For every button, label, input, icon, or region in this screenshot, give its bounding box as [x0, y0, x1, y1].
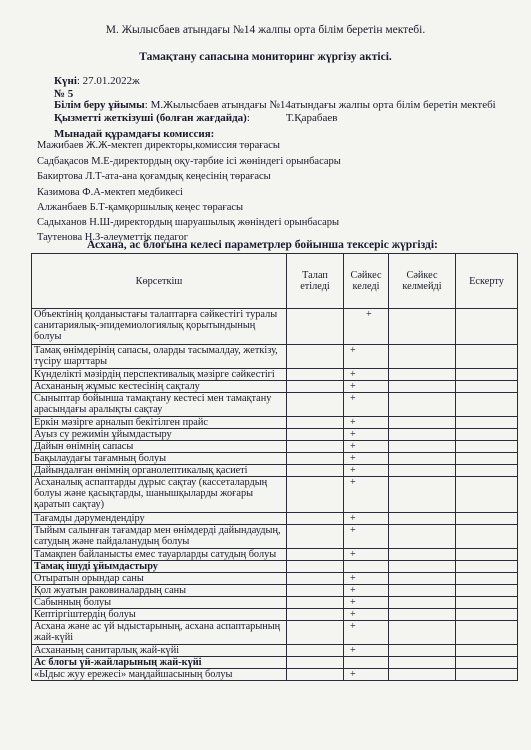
compliant-cell: + — [344, 465, 389, 477]
header-note: Ескерту — [456, 254, 518, 309]
note-cell — [456, 621, 518, 645]
note-cell — [456, 477, 518, 513]
table-row — [32, 597, 518, 609]
required-cell — [287, 645, 344, 657]
note-cell — [456, 441, 518, 453]
table-row — [32, 453, 518, 465]
compliant-cell: + — [344, 609, 389, 621]
supplier-line — [54, 112, 337, 125]
commission-member: Мажибаев Ж.Ж-мектеп директоры,комиссия төрағасы — [37, 140, 280, 151]
non-compliant-cell — [389, 345, 456, 369]
school-name: М. Жылысбаев атындағы №14 жалпы орта білім беретін мектебі. — [105, 24, 426, 36]
table-section-row — [32, 657, 518, 669]
required-cell — [287, 369, 344, 381]
indicator-cell: Сабынның болуы — [32, 597, 287, 609]
required-cell — [287, 429, 344, 441]
required-cell — [287, 621, 344, 645]
commission-member: Алжанбаев Б.Т-қамқоршылық кеңес төрағасы — [37, 202, 244, 213]
compliant-cell: + — [344, 453, 389, 465]
inspection-table — [31, 253, 518, 681]
indicator-cell: Асхананың жұмыс кестесінің сақталу — [32, 381, 287, 393]
indicator-cell: Тағамды дәрумендендіру — [32, 513, 287, 525]
non-compliant-cell — [389, 657, 456, 669]
compliant-cell: + — [344, 585, 389, 597]
compliant-cell: + — [344, 369, 389, 381]
table-section-row — [32, 561, 518, 573]
note-cell — [456, 549, 518, 561]
required-cell — [287, 573, 344, 585]
table-row — [32, 645, 518, 657]
non-compliant-cell — [389, 645, 456, 657]
non-compliant-cell — [389, 561, 456, 573]
note-cell — [456, 513, 518, 525]
note-cell — [456, 429, 518, 441]
note-cell — [456, 381, 518, 393]
note-cell — [456, 465, 518, 477]
indicator-cell: Қол жуатын раковиналардың саны — [32, 585, 287, 597]
date-line — [54, 75, 140, 88]
compliant-cell: + — [344, 417, 389, 429]
non-compliant-cell — [389, 621, 456, 645]
table-row — [32, 441, 518, 453]
non-compliant-cell — [389, 609, 456, 621]
indicator-cell: Дайындалған өнімнің органолептикалық қасиеті — [32, 465, 287, 477]
non-compliant-cell — [389, 465, 456, 477]
indicator-cell: Күнделікті мәзірдің перспективалық мәзірге сәйкестігі — [32, 369, 287, 381]
compliant-cell — [344, 561, 389, 573]
header-non-compliant: Сәйкес келмейді — [389, 254, 456, 309]
required-cell — [287, 561, 344, 573]
compliant-cell: + — [344, 429, 389, 441]
compliant-cell: + — [344, 573, 389, 585]
indicator-cell: Асханалық аспаптарды дұрыс сақтау (кассеталардың болуы және қасықтарды, шанышқыларды жоғары қаратып сақтау) — [32, 477, 287, 513]
required-cell — [287, 549, 344, 561]
date-label: Күні — [54, 75, 77, 87]
commission-label: Мынадай құрамдағы комиссия: — [54, 128, 215, 140]
compliant-cell: + — [344, 381, 389, 393]
inspection-subtitle: Асхана, ас блогына келесі параметрлер бойынша тексеріс жүргізді: — [87, 239, 438, 251]
table-row — [32, 573, 518, 585]
indicator-cell: Асхананың санитарлық жай-күйі — [32, 645, 287, 657]
non-compliant-cell — [389, 429, 456, 441]
indicator-cell: Дайын өнімнің сапасы — [32, 441, 287, 453]
non-compliant-cell — [389, 309, 456, 345]
note-cell — [456, 657, 518, 669]
compliant-cell: + — [344, 345, 389, 369]
non-compliant-cell — [389, 369, 456, 381]
required-cell — [287, 669, 344, 681]
document-title: Тамақтану сапасына мониторинг жүргізу актісі. — [139, 51, 392, 63]
indicator-cell: Объектінің қолданыстағы талаптарға сәйкестігі туралы санитариялық-эпидемиологиялық қорытындының болуы — [32, 309, 287, 345]
note-cell — [456, 573, 518, 585]
note-cell — [456, 453, 518, 465]
note-cell — [456, 393, 518, 417]
note-cell — [456, 669, 518, 681]
required-cell — [287, 345, 344, 369]
compliant-cell: + — [344, 441, 389, 453]
commission-member: Казимова Ф.А-мектеп медбикесі — [37, 187, 183, 198]
organization-line — [54, 99, 496, 112]
indicator-cell: Асхана және ас үй ыдыстарының, асхана аспаптарының жай-күйі — [32, 621, 287, 645]
note-cell — [456, 525, 518, 549]
required-cell — [287, 585, 344, 597]
table-body — [32, 309, 518, 681]
indicator-cell: Ауыз су режимін ұйымдастыру — [32, 429, 287, 441]
supplier-label: Қызметті жеткізуші (болған жағдайда) — [54, 112, 247, 124]
indicator-cell: «Ыдыс жуу ережесі» маңдайшасының болуы — [32, 669, 287, 681]
compliant-cell: + — [344, 669, 389, 681]
header-required: Талап етіледі — [287, 254, 344, 309]
indicator-cell: Кептіргіштердің болуы — [32, 609, 287, 621]
required-cell — [287, 309, 344, 345]
compliant-cell: + — [344, 645, 389, 657]
commission-member: Садбақасов М.Е-директордың оқу-тәрбие ісі жөніндегі орынбасары — [37, 156, 341, 167]
required-cell — [287, 477, 344, 513]
table-row — [32, 585, 518, 597]
indicator-cell: Тыйым салынған тағамдар мен өнімдерді дайындаудың, сатудың және пайдаланудың болуы — [32, 525, 287, 549]
note-cell — [456, 561, 518, 573]
required-cell — [287, 465, 344, 477]
indicator-cell: Отыратын орындар саны — [32, 573, 287, 585]
required-cell — [287, 417, 344, 429]
required-cell — [287, 525, 344, 549]
required-cell — [287, 657, 344, 669]
note-cell — [456, 597, 518, 609]
non-compliant-cell — [389, 441, 456, 453]
required-cell — [287, 441, 344, 453]
non-compliant-cell — [389, 393, 456, 417]
table-row — [32, 309, 518, 345]
compliant-cell: + — [344, 597, 389, 609]
compliant-cell: + — [344, 477, 389, 513]
required-cell — [287, 513, 344, 525]
indicator-cell: Бақылаудағы тағамның болуы — [32, 453, 287, 465]
supplier-colon: : — [246, 112, 250, 124]
table-row — [32, 417, 518, 429]
required-cell — [287, 453, 344, 465]
note-cell — [456, 609, 518, 621]
required-cell — [287, 597, 344, 609]
non-compliant-cell — [389, 597, 456, 609]
note-cell — [456, 417, 518, 429]
organization-label: Білім беру ұйымы — [54, 99, 145, 111]
required-cell — [287, 381, 344, 393]
commission-member: Таутенова Н.З-әлеуметтік педагог — [37, 232, 188, 243]
commission-member: Садыханов Н.Ш-директордың шаруашылық жөніндегі орынбасары — [37, 217, 340, 228]
compliant-cell: + — [344, 309, 389, 345]
header-indicator: Көрсеткіш — [32, 254, 287, 309]
required-cell — [287, 609, 344, 621]
non-compliant-cell — [389, 585, 456, 597]
table-row — [32, 381, 518, 393]
non-compliant-cell — [389, 525, 456, 549]
required-cell — [287, 393, 344, 417]
table-row — [32, 513, 518, 525]
compliant-cell — [344, 657, 389, 669]
table-header-row — [32, 254, 518, 309]
compliant-cell: + — [344, 621, 389, 645]
indicator-cell: Тамақ өнімдерінің сапасы, оларды тасымалдау, жеткізу, түсіру шарттары — [32, 345, 287, 369]
compliant-cell: + — [344, 549, 389, 561]
supplier-value: Т.Қарабаев — [285, 112, 338, 124]
table-row — [32, 429, 518, 441]
note-cell — [456, 645, 518, 657]
table-row — [32, 525, 518, 549]
non-compliant-cell — [389, 381, 456, 393]
note-cell — [456, 369, 518, 381]
table-row — [32, 345, 518, 369]
compliant-cell: + — [344, 525, 389, 549]
table-row — [32, 609, 518, 621]
header-compliant: Сәйкес келеді — [344, 254, 389, 309]
organization-value: : М.Жылысбаев атындағы №14атындағы жалпы орта білім беретін мектебі — [144, 99, 496, 111]
note-cell — [456, 585, 518, 597]
non-compliant-cell — [389, 549, 456, 561]
note-cell — [456, 345, 518, 369]
note-cell — [456, 309, 518, 345]
date-value: : 27.01.2022ж — [76, 75, 140, 87]
table-row — [32, 369, 518, 381]
compliant-cell: + — [344, 513, 389, 525]
non-compliant-cell — [389, 477, 456, 513]
compliant-cell: + — [344, 393, 389, 417]
commission-member: Бакиртова Л.Т-ата-ана қоғамдық кеңесінің төрағасы — [37, 171, 271, 182]
non-compliant-cell — [389, 417, 456, 429]
table-row — [32, 477, 518, 513]
table-row — [32, 393, 518, 417]
non-compliant-cell — [389, 453, 456, 465]
non-compliant-cell — [389, 573, 456, 585]
table-row — [32, 549, 518, 561]
indicator-cell: Ас блогы үй-жайларының жай-күйі — [32, 657, 287, 669]
indicator-cell: Тамақ ішуді ұйымдастыру — [32, 561, 287, 573]
indicator-cell: Еркін мәзірге арналып бекітілген прайс — [32, 417, 287, 429]
act-number-text: № 5 — [54, 88, 74, 100]
indicator-cell: Тамақпен байланысты емес тауарларды сатудың болуы — [32, 549, 287, 561]
indicator-cell: Сыныптар бойынша тамақтану кестесі мен тамақтану арасындағы аралықты сақтау — [32, 393, 287, 417]
table-row — [32, 621, 518, 645]
non-compliant-cell — [389, 513, 456, 525]
table-row — [32, 669, 518, 681]
non-compliant-cell — [389, 669, 456, 681]
table-row — [32, 465, 518, 477]
